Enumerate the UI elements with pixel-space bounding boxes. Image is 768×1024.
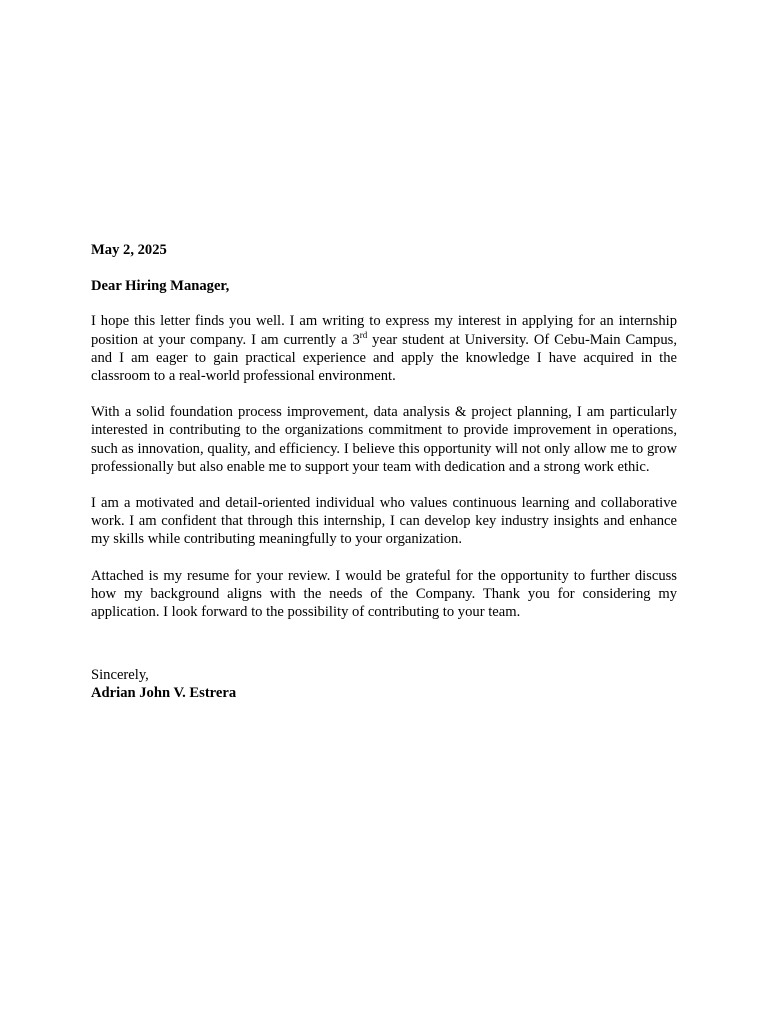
signer-name: Adrian John V. Estrera [91, 685, 237, 702]
paragraph-motivation: I am a motivated and detail-oriented individual who values continuous learning and collaborative work. I am confident that through this internship, I can develop key industry insights and enhance my skills while contributing meaningfully to your organization. [91, 495, 677, 548]
signature-block [91, 666, 677, 702]
salutation: Dear Hiring Manager, [91, 278, 230, 295]
ordinal-superscript: rd [359, 329, 368, 340]
closing-phrase: Sincerely, [91, 667, 149, 684]
paragraph-closing-remarks: Attached is my resume for your review. I would be grateful for the opportunity to further discuss how my background aligns with the needs of the Company. Thank you for considering my application. I look forward to the possibility of contributing to your team. [91, 567, 677, 621]
cover-letter [91, 241, 677, 703]
paragraph-introduction [91, 312, 677, 385]
paragraph-skills: With a solid foundation process improvement, data analysis & project planning, I am particularly interested in contributing to the organizations commitment to provide improvement in operations, such as innovation, quality, and efficiency. I believe this opportunity will not only allow me to grow professionally but also enable me to support your team with dedication and a strong work ethic. [91, 404, 677, 475]
letter-date: May 2, 2025 [91, 242, 167, 258]
paragraph-introduction-text-start: I hope this letter finds you well. I am writing to express my interest in applying for an internship position at your company. I am currently a 3 [91, 313, 677, 348]
paragraph-introduction-text-end: year student at University. Of Cebu-Main Campus, and I am eager to gain practical experience and apply the knowledge I have acquired in the classroom to a real-world professional environment. [91, 331, 677, 385]
